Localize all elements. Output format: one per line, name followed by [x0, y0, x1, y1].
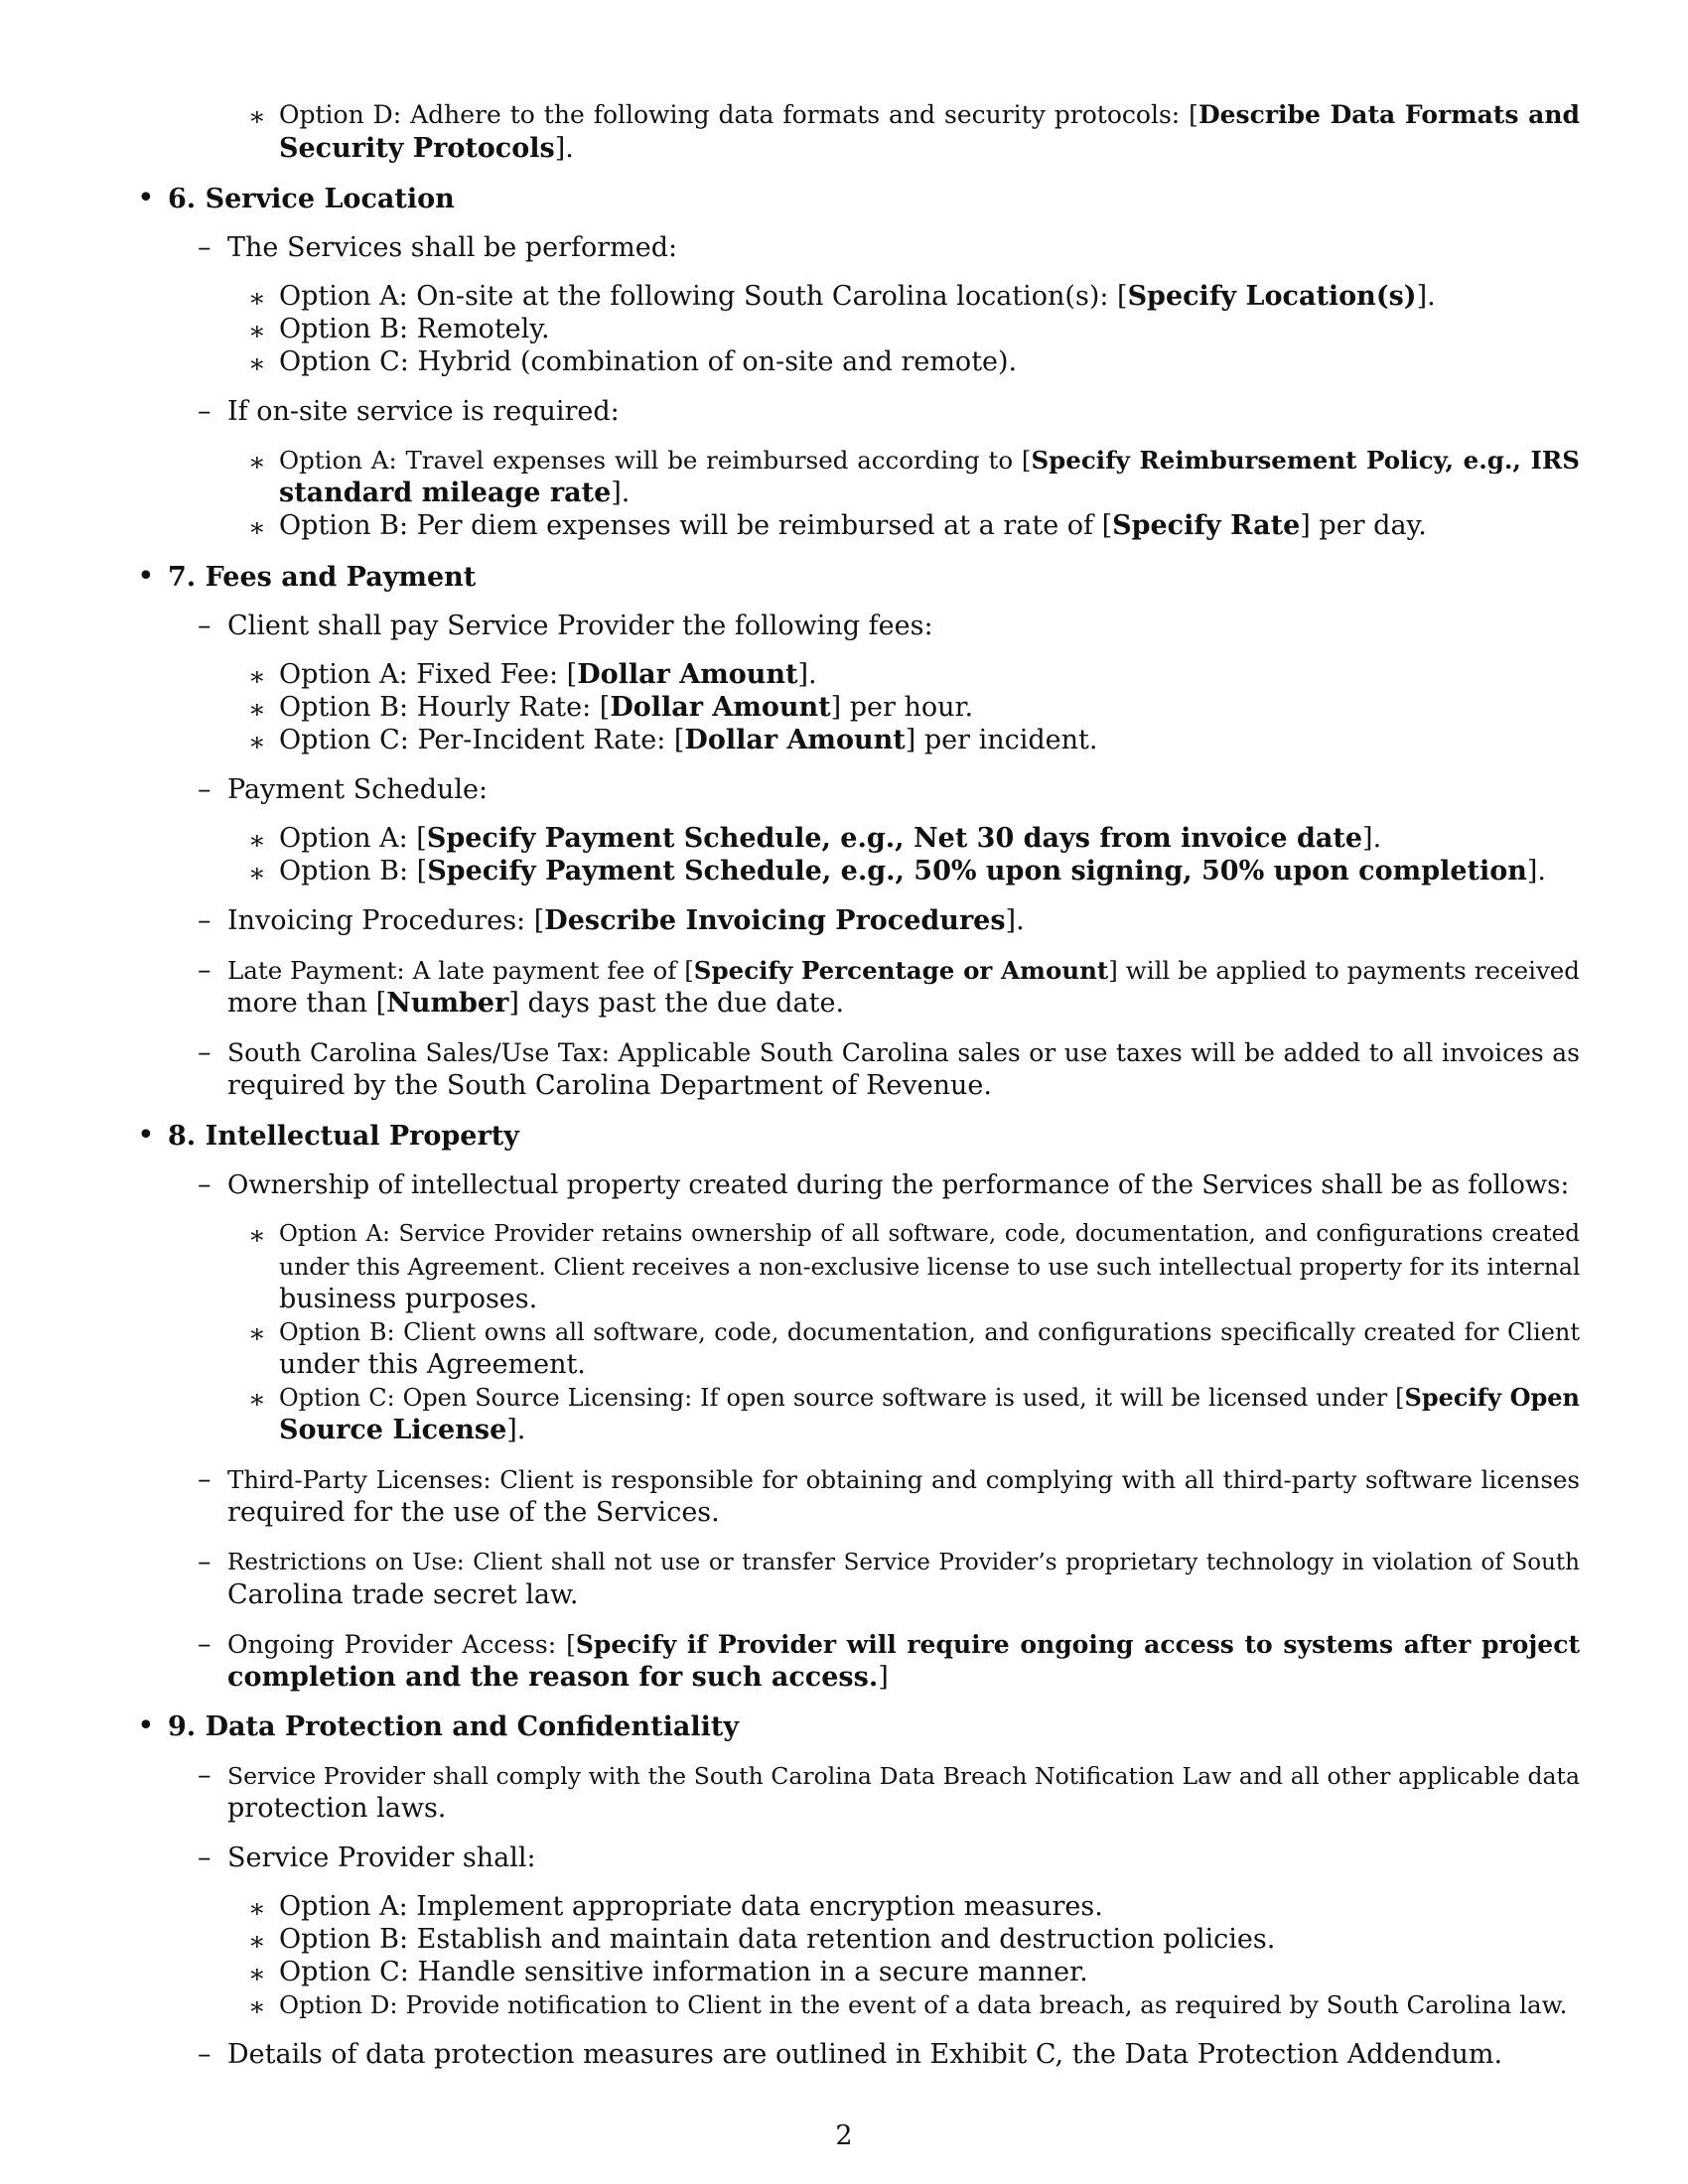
- s6-option-a: Option A: On-site at the following South Carolina location(s): [Specify Location(s)].: [279, 281, 1436, 312]
- section-9-heading: 9. Data Protection and Confidentiality: [168, 1711, 740, 1742]
- star-marker: ∗: [248, 1221, 266, 1251]
- section-8-heading: 8. Intellectual Property: [168, 1121, 519, 1152]
- dash-marker: –: [198, 955, 211, 986]
- dash-marker: –: [198, 1760, 211, 1791]
- s6-travel-option-a-line2: standard mileage rate].: [279, 478, 631, 508]
- star-marker: ∗: [248, 317, 266, 346]
- s8-option-b-line2: under this Agreement.: [279, 1349, 586, 1380]
- s8-option-a-line1: Option A: Service Provider retains ownership of all software, code, documentation, and configurations created: [279, 1221, 1580, 1247]
- s8-option-a-line3: business purposes.: [279, 1284, 538, 1314]
- dash-marker: –: [198, 232, 211, 263]
- s8-option-a-line2: under this Agreement. Client receives a non-exclusive license to use such intellectual property for its internal: [279, 1253, 1581, 1281]
- s9-option-a: Option A: Implement appropriate data encryption measures.: [279, 1891, 1103, 1922]
- star-marker: ∗: [248, 1319, 266, 1349]
- page-number: 2: [835, 2120, 853, 2151]
- dash-marker: –: [198, 774, 211, 805]
- star-marker: ∗: [248, 1894, 266, 1924]
- bullet-marker: •: [137, 1708, 155, 1743]
- section-6-heading: 6. Service Location: [168, 184, 455, 214]
- s7-late-payment-line1: Late Payment: A late payment fee of [Specify Percentage or Amount] will be applied to payments received: [227, 956, 1580, 985]
- s7-fees-intro: Client shall pay Service Provider the following fees:: [227, 611, 933, 641]
- s5-option-d-line2: Security Protocols].: [279, 133, 574, 164]
- s6-option-b: Option B: Remotely.: [279, 314, 550, 344]
- s7-option-a: Option A: Fixed Fee: [Dollar Amount].: [279, 659, 817, 690]
- s7-payment-schedule-intro: Payment Schedule:: [227, 774, 489, 805]
- star-marker: ∗: [248, 284, 266, 314]
- dash-marker: –: [198, 1464, 211, 1495]
- s9-option-c: Option C: Handle sensitive information in a secure manner.: [279, 1957, 1088, 1987]
- star-marker: ∗: [248, 349, 266, 379]
- s8-third-party-line2: required for the use of the Services.: [227, 1497, 720, 1528]
- s6-travel-option-a-line1: Option A: Travel expenses will be reimbursed according to [Specify Reimbursement Policy, e.g., IRS: [279, 446, 1580, 475]
- bullet-marker: •: [137, 181, 155, 215]
- dash-marker: –: [198, 1037, 211, 1068]
- s7-sales-tax-line2: required by the South Carolina Department of Revenue.: [227, 1070, 992, 1101]
- s9-comply-line1: Service Provider shall comply with the South Carolina Data Breach Notification Law and all other applicable data: [227, 1762, 1580, 1790]
- dash-marker: –: [198, 1629, 211, 1660]
- s9-option-d: Option D: Provide notification to Client in the event of a data breach, as required by South Carolina law.: [279, 1990, 1568, 2019]
- s8-option-b-line1: Option B: Client owns all software, code, documentation, and configurations specifically created for Client: [279, 1318, 1580, 1346]
- star-marker: ∗: [248, 1960, 266, 1989]
- s8-ongoing-access-line2: completion and the reason for such access.]: [227, 1662, 889, 1693]
- s7-option-b: Option B: Hourly Rate: [Dollar Amount] per hour.: [279, 692, 974, 723]
- star-marker: ∗: [248, 513, 266, 543]
- s6-option-c: Option C: Hybrid (combination of on-site and remote).: [279, 346, 1018, 377]
- star-marker: ∗: [248, 728, 266, 757]
- s6-travel-option-b: Option B: Per diem expenses will be reimbursed at a rate of [Specify Rate] per day.: [279, 510, 1427, 541]
- s8-restrictions-line1: Restrictions on Use: Client shall not use or transfer Service Provider’s proprietary technology in violation of South: [227, 1550, 1580, 1575]
- dash-marker: –: [198, 396, 211, 427]
- star-marker: ∗: [248, 1385, 266, 1415]
- s9-details-exhibit: Details of data protection measures are outlined in Exhibit C, the Data Protection Addendum.: [227, 2039, 1503, 2070]
- star-marker: ∗: [248, 662, 266, 692]
- star-marker: ∗: [248, 695, 266, 725]
- star-marker: ∗: [248, 1992, 266, 2022]
- star-marker: ∗: [248, 448, 266, 478]
- s8-option-c-line2: Source License].: [279, 1415, 526, 1445]
- s8-ownership-intro: Ownership of intellectual property created during the performance of the Services shall be as follows:: [227, 1170, 1570, 1200]
- s8-third-party-line1: Third-Party Licenses: Client is responsible for obtaining and complying with all third-party software licenses: [227, 1465, 1580, 1494]
- s6-onsite-intro: If on-site service is required:: [227, 396, 620, 427]
- s8-restrictions-line2: Carolina trade secret law.: [227, 1579, 579, 1610]
- dash-marker: –: [198, 611, 211, 641]
- bullet-marker: •: [137, 559, 155, 594]
- dash-marker: –: [198, 1547, 211, 1577]
- s7-late-payment-line2: more than [Number] days past the due date.: [227, 988, 845, 1019]
- s8-ongoing-access-line1: Ongoing Provider Access: [Specify if Provider will require ongoing access to systems after project: [227, 1630, 1580, 1659]
- dash-marker: –: [198, 1169, 211, 1200]
- section-7-heading: 7. Fees and Payment: [168, 562, 477, 593]
- s8-option-c-line1: Option C: Open Source Licensing: If open source software is used, it will be licensed under [Specify Open: [279, 1383, 1580, 1412]
- star-marker: ∗: [248, 859, 266, 888]
- s7-invoicing: Invoicing Procedures: [Describe Invoicing Procedures].: [227, 905, 1025, 936]
- s5-option-d-line1: Option D: Adhere to the following data formats and security protocols: [Describe Data Formats and: [279, 100, 1581, 129]
- star-marker: ∗: [248, 1927, 266, 1957]
- star-marker: ∗: [248, 826, 266, 856]
- s9-option-b: Option B: Establish and maintain data retention and destruction policies.: [279, 1924, 1276, 1955]
- star-marker: ∗: [248, 102, 266, 132]
- s7-option-c: Option C: Per-Incident Rate: [Dollar Amount] per incident.: [279, 725, 1098, 755]
- s6-performed-intro: The Services shall be performed:: [227, 232, 678, 263]
- dash-marker: –: [198, 1843, 211, 1873]
- s9-provider-shall-intro: Service Provider shall:: [227, 1843, 536, 1873]
- s7-sales-tax-line1: South Carolina Sales/Use Tax: Applicable South Carolina sales or use taxes will be added to all invoices as: [227, 1038, 1580, 1067]
- s7-payment-option-b: Option B: [Specify Payment Schedule, e.g., 50% upon signing, 50% upon completion].: [279, 856, 1547, 887]
- dash-marker: –: [198, 905, 211, 936]
- dash-marker: –: [198, 2039, 211, 2070]
- s9-comply-line2: protection laws.: [227, 1793, 447, 1824]
- s7-payment-option-a: Option A: [Specify Payment Schedule, e.g., Net 30 days from invoice date].: [279, 823, 1382, 854]
- bullet-marker: •: [137, 1118, 155, 1153]
